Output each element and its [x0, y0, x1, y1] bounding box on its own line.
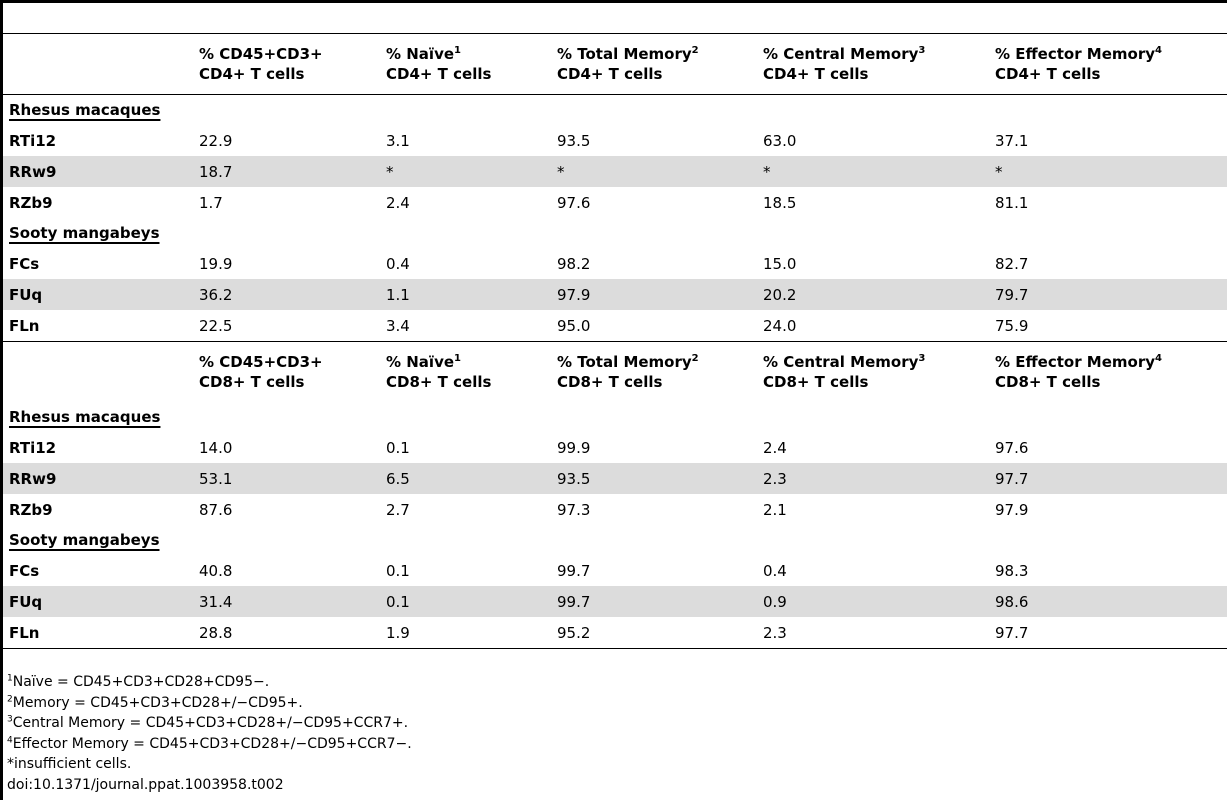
group-cell: [3, 95, 1227, 126]
table-row: [3, 279, 1227, 310]
footnote-marker: 3: [918, 45, 926, 56]
footnote-marker: 2: [691, 353, 699, 364]
column-header: [757, 342, 989, 403]
table-cell: 22.5: [199, 316, 233, 335]
table-cell: 81.1: [995, 193, 1029, 212]
column-header-line2: CD4+ T cells: [199, 65, 305, 83]
table-cell: 98.3: [995, 561, 1029, 580]
column-header: [3, 34, 193, 95]
footnote-marker: 4: [1155, 353, 1162, 364]
table-cell: 14.0: [199, 438, 233, 457]
table-cell: *: [551, 156, 757, 187]
table-cell: 0.1: [380, 586, 551, 617]
footnote-number: 2: [7, 693, 13, 704]
animal-id: RRw9: [3, 156, 193, 187]
table-row: [3, 248, 1227, 279]
table-cell: 53.1: [193, 463, 380, 494]
table-cell: 98.6: [989, 586, 1227, 617]
group-cell: [3, 218, 1227, 248]
footnote: [7, 775, 412, 796]
group-label: Sooty mangabeys: [9, 224, 160, 242]
column-header: [3, 342, 193, 403]
table-cell: 0.1: [386, 438, 410, 457]
group-cell: [3, 402, 1227, 432]
animal-id: FLn: [9, 316, 40, 335]
column-header-line1: % Effector Memory: [995, 45, 1156, 63]
column-header: [193, 342, 380, 403]
footnote: [7, 754, 412, 775]
table-cell: 20.2: [757, 279, 989, 310]
table-cell: *: [989, 156, 1227, 187]
table-cell: 0.4: [763, 561, 787, 580]
animal-id: FCs: [9, 254, 40, 273]
footnote-marker: 4: [1155, 45, 1162, 56]
column-header-line1: % Naïve: [386, 45, 455, 63]
column-header-line1: % Total Memory: [557, 45, 692, 63]
column-header: [380, 342, 551, 403]
table-cell: 2.1: [763, 500, 787, 519]
table-row: [3, 494, 1227, 525]
animal-id: FUq: [3, 586, 193, 617]
animal-id: RTi12: [9, 438, 57, 457]
footnote-text: Central Memory = CD45+CD3+CD28+/−CD95+CCR7+.: [12, 715, 409, 731]
table-cell: 95.2: [551, 617, 757, 649]
footnotes: [7, 672, 412, 795]
column-header-line2: CD8+ T cells: [763, 373, 869, 391]
table-cell: 0.4: [386, 254, 410, 273]
column-header-line1: % CD45+CD3+: [199, 353, 323, 371]
footnote-text: Naïve = CD45+CD3+CD28+CD95−.: [12, 674, 270, 690]
group-row: [3, 402, 1227, 432]
table-row: [3, 617, 1227, 649]
table-cell: 63.0: [763, 131, 797, 150]
animal-id: RTi12: [9, 131, 57, 150]
column-header: [551, 342, 757, 403]
table-cell: 24.0: [763, 316, 797, 335]
table-cell: 98.2: [557, 254, 591, 273]
table-cell: 0.1: [386, 561, 410, 580]
column-header-line2: CD4+ T cells: [995, 65, 1101, 83]
table-row: [3, 432, 1227, 463]
table-cell: *: [757, 156, 989, 187]
footnote: [7, 713, 412, 734]
table-cell: 87.6: [199, 500, 233, 519]
table-cell: 79.7: [989, 279, 1227, 310]
table-cell: 3.4: [386, 316, 410, 335]
footnote-number: 3: [7, 714, 13, 725]
column-header: [193, 34, 380, 95]
table-row: [3, 463, 1227, 494]
column-header-line1: % CD45+CD3+: [199, 45, 323, 63]
header-row: [3, 34, 1227, 95]
footnote-text: Memory = CD45+CD3+CD28+/−CD95+.: [12, 694, 303, 711]
group-row: [3, 95, 1227, 126]
column-header-line2: CD8+ T cells: [995, 373, 1101, 391]
table-cell: 3.1: [386, 131, 410, 150]
table-cell: 75.9: [995, 316, 1029, 335]
group-row: [3, 525, 1227, 555]
table-cell: 97.9: [995, 500, 1029, 519]
table-cell: 2.3: [757, 463, 989, 494]
column-header-line2: CD4+ T cells: [386, 65, 492, 83]
table-cell: 99.7: [551, 586, 757, 617]
footnote-number: 4: [7, 734, 13, 745]
table-cell: 37.1: [995, 131, 1029, 150]
table-cell: 97.6: [557, 193, 591, 212]
group-row: [3, 218, 1227, 248]
table-cell: 18.7: [193, 156, 380, 187]
table-cell: 2.3: [757, 617, 989, 649]
table-caption-area: [3, 3, 1227, 33]
table-cell: 40.8: [199, 561, 233, 580]
footnote-marker: 1: [454, 45, 461, 56]
table-cell: 0.9: [757, 586, 989, 617]
table-cell: *: [380, 156, 551, 187]
table-row: [3, 156, 1227, 187]
table-cell: 15.0: [763, 254, 797, 273]
table-cell: 19.9: [199, 254, 233, 273]
table-cell: 93.5: [557, 131, 591, 150]
column-header: [989, 34, 1227, 95]
table-row: [3, 555, 1227, 586]
table-cell: 97.7: [989, 617, 1227, 649]
table-row: [3, 187, 1227, 218]
table-cell: 22.9: [199, 131, 233, 150]
table-cell: 97.3: [557, 500, 591, 519]
table-cell: 1.9: [380, 617, 551, 649]
footnote: [7, 734, 412, 755]
column-header: [757, 34, 989, 95]
column-header-line2: CD4+ T cells: [557, 65, 663, 83]
column-header-line1: % Total Memory: [557, 353, 692, 371]
table-cell: 97.9: [551, 279, 757, 310]
table-cell: 1.1: [380, 279, 551, 310]
table-row: [3, 586, 1227, 617]
animal-id: FLn: [3, 617, 193, 649]
group-label: Rhesus macaques: [9, 101, 161, 119]
group-label: Rhesus macaques: [9, 408, 161, 426]
column-header-line1: % Naïve: [386, 353, 455, 371]
column-header: [551, 34, 757, 95]
footnote: [7, 672, 412, 693]
column-header-line2: CD8+ T cells: [386, 373, 492, 391]
column-header-line1: % Central Memory: [763, 45, 919, 63]
table-cell: 6.5: [380, 463, 551, 494]
column-header: [989, 342, 1227, 403]
footnote-marker: 1: [454, 353, 461, 364]
column-header-line2: CD8+ T cells: [557, 373, 663, 391]
table-cell: 93.5: [551, 463, 757, 494]
table-cell: 36.2: [193, 279, 380, 310]
footnote: [7, 693, 412, 714]
column-header-line2: CD4+ T cells: [763, 65, 869, 83]
animal-id: FCs: [9, 561, 40, 580]
footnote-text: doi:10.1371/journal.ppat.1003958.t002: [7, 776, 284, 793]
table-cell: 95.0: [557, 316, 591, 335]
table-cell: 2.4: [386, 193, 410, 212]
footnote-marker: 2: [691, 45, 699, 56]
data-table: [3, 33, 1227, 649]
table-cell: 28.8: [193, 617, 380, 649]
animal-id: RZb9: [9, 193, 53, 212]
column-header-line1: % Central Memory: [763, 353, 919, 371]
footnote-marker: 3: [918, 353, 926, 364]
table-row: [3, 310, 1227, 342]
footnote-text: *insufficient cells.: [7, 756, 132, 772]
footnote-number: 1: [7, 673, 13, 684]
table-cell: 97.6: [995, 438, 1029, 457]
animal-id: RZb9: [9, 500, 53, 519]
table-cell: 99.7: [557, 561, 591, 580]
table-cell: 97.7: [989, 463, 1227, 494]
header-row: [3, 342, 1227, 403]
column-header-line2: CD8+ T cells: [199, 373, 305, 391]
table-cell: 18.5: [763, 193, 797, 212]
table-cell: 2.4: [763, 438, 787, 457]
table-cell: 99.9: [557, 438, 591, 457]
table-cell: 2.7: [386, 500, 410, 519]
table-body: [3, 34, 1227, 649]
table-cell: 82.7: [995, 254, 1029, 273]
group-cell: [3, 525, 1227, 555]
group-label: Sooty mangabeys: [9, 531, 160, 549]
table-cell: 31.4: [193, 586, 380, 617]
animal-id: RRw9: [3, 463, 193, 494]
table-cell: 1.7: [199, 193, 223, 212]
column-header-line1: % Effector Memory: [995, 353, 1156, 371]
animal-id: FUq: [3, 279, 193, 310]
footnote-text: Effector Memory = CD45+CD3+CD28+/−CD95+CCR7−.: [12, 735, 412, 752]
table-row: [3, 125, 1227, 156]
column-header: [380, 34, 551, 95]
